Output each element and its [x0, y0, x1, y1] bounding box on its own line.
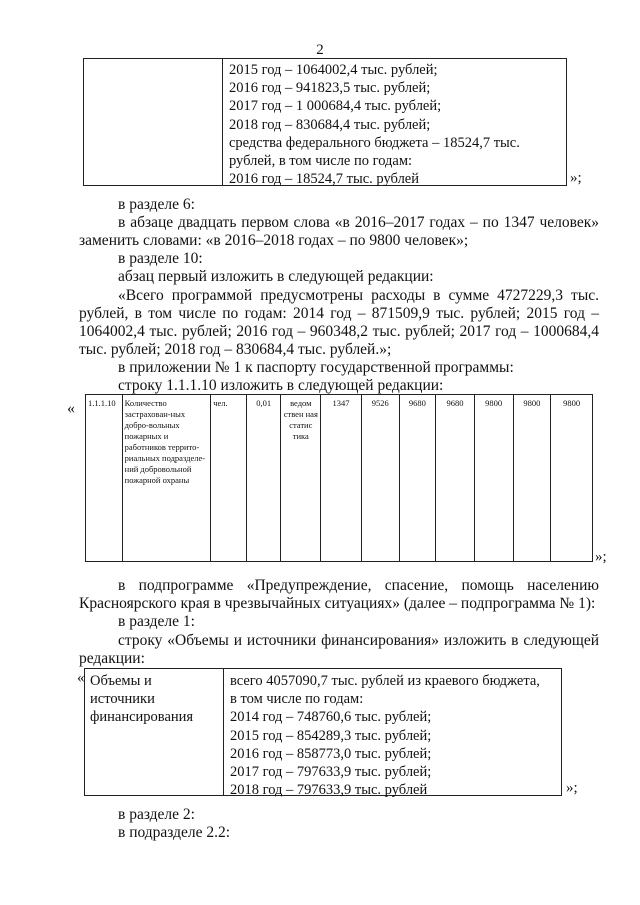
paragraph: в подпрограмме «Предупреждение, спасение, помощь населению — [118, 577, 599, 594]
row-header-line: источники — [90, 691, 155, 708]
paragraph: заменить словами: «в 2016–2018 годах – по 9800 человек»; — [79, 232, 469, 249]
funding-line: всего 4057090,7 тыс. рублей из краевого бюджета, — [230, 673, 540, 689]
funding-lines — [230, 672, 560, 799]
funding-line: 2016 год – 941823,5 тыс. рублей; — [229, 80, 431, 97]
indicator-row-table — [85, 394, 593, 562]
weight-cell: 0,01 — [246, 395, 281, 562]
row-header-line: Объемы и — [90, 673, 152, 689]
paragraph: в разделе 1: — [118, 613, 195, 630]
paragraph: в абзаце двадцать первом слова «в 2016–2017 годах – по 1347 человек» — [118, 214, 599, 231]
paragraph: строку 1.1.1.10 изложить в следующей редакции: — [118, 377, 444, 394]
funding-line: 2014 год – 748760,6 тыс. рублей; — [230, 709, 432, 726]
funding-line: 2016 год – 858773,0 тыс. рублей; — [230, 745, 432, 762]
source-cell: ведом ствен ная статис тика — [281, 395, 321, 562]
value-cell: 9800 — [474, 395, 513, 562]
value-cell: 1347 — [321, 395, 362, 562]
paragraph: в разделе 2: — [118, 806, 195, 823]
funding-lines — [229, 61, 564, 188]
funding-line: 2017 год – 797633,9 тыс. рублей; — [230, 764, 432, 781]
paragraph: 1064002,4 тыс. рублей; 2016 год – 960348,2 тыс. рублей; 2017 год – 1000684,4 — [79, 323, 599, 340]
row-header — [90, 672, 193, 727]
opening-quote: « — [77, 670, 85, 686]
funding-line: средства федерального бюджета – 18524,7 тыс. — [229, 134, 520, 151]
paragraph: в приложении № 1 к паспорту государственной программы: — [118, 359, 514, 376]
closing-quote: »; — [595, 549, 607, 565]
paragraph: в разделе 6: — [118, 196, 195, 213]
row-code: 1.1.1.10 — [86, 395, 123, 562]
funding-table-continuation — [83, 58, 567, 186]
paragraph: редакции: — [79, 650, 145, 667]
table-divider — [222, 59, 223, 185]
unit-cell: чел. — [211, 395, 247, 562]
funding-line: 2015 год – 854289,3 тыс. рублей; — [230, 727, 432, 744]
table-row — [86, 395, 593, 562]
value-cell: 9526 — [361, 395, 399, 562]
funding-line: рублей, в том числе по годам: — [229, 153, 413, 170]
paragraph: в разделе 10: — [118, 250, 203, 267]
paragraph: рублей, в том числе по годам: 2014 год – 871509,9 тыс. рублей; 2015 год – — [79, 305, 599, 322]
funding-line: 2015 год – 1064002,4 тыс. рублей; — [229, 62, 438, 78]
funding-line: 2018 год – 830684,4 тыс. рублей; — [229, 116, 431, 133]
funding-line: 2018 год – 797633,9 тыс. рублей — [230, 782, 428, 799]
paragraph: в подразделе 2.2: — [118, 824, 231, 841]
opening-quote: « — [67, 400, 75, 417]
funding-volume-table — [84, 668, 562, 799]
indicator-name: Количество застрахован-ных добро-вольных пожарных и работников террито-риальных подразделе-ний добровольной пожарной охраны — [122, 395, 211, 562]
page-number: 2 — [316, 42, 324, 58]
closing-quote: »; — [566, 780, 578, 796]
paragraph: «Всего программой предусмотрены расходы в сумме 4727229,3 тыс. — [118, 287, 599, 304]
closing-quote: »; — [570, 170, 582, 186]
paragraph: абзац первый изложить в следующей редакции: — [118, 268, 434, 285]
row-header-line: финансирования — [90, 709, 194, 726]
funding-line: 2017 год – 1 000684,4 тыс. рублей; — [229, 98, 442, 115]
funding-line: 2016 год – 18524,7 тыс. рублей — [229, 171, 420, 188]
table-divider — [223, 669, 224, 795]
value-cell: 9680 — [399, 395, 436, 562]
paragraph: строку «Объемы и источники финансирования» изложить в следующей — [118, 632, 599, 649]
value-cell: 9800 — [551, 395, 593, 562]
value-cell: 9800 — [513, 395, 551, 562]
paragraph: Красноярского края в чрезвычайных ситуациях» (далее – подпрограмма № 1): — [79, 595, 596, 612]
paragraph: тыс. рублей; 2018 год – 830684,4 тыс. рублей.»; — [79, 341, 392, 358]
value-cell: 9680 — [436, 395, 475, 562]
funding-line: в том числе по годам: — [230, 691, 364, 708]
